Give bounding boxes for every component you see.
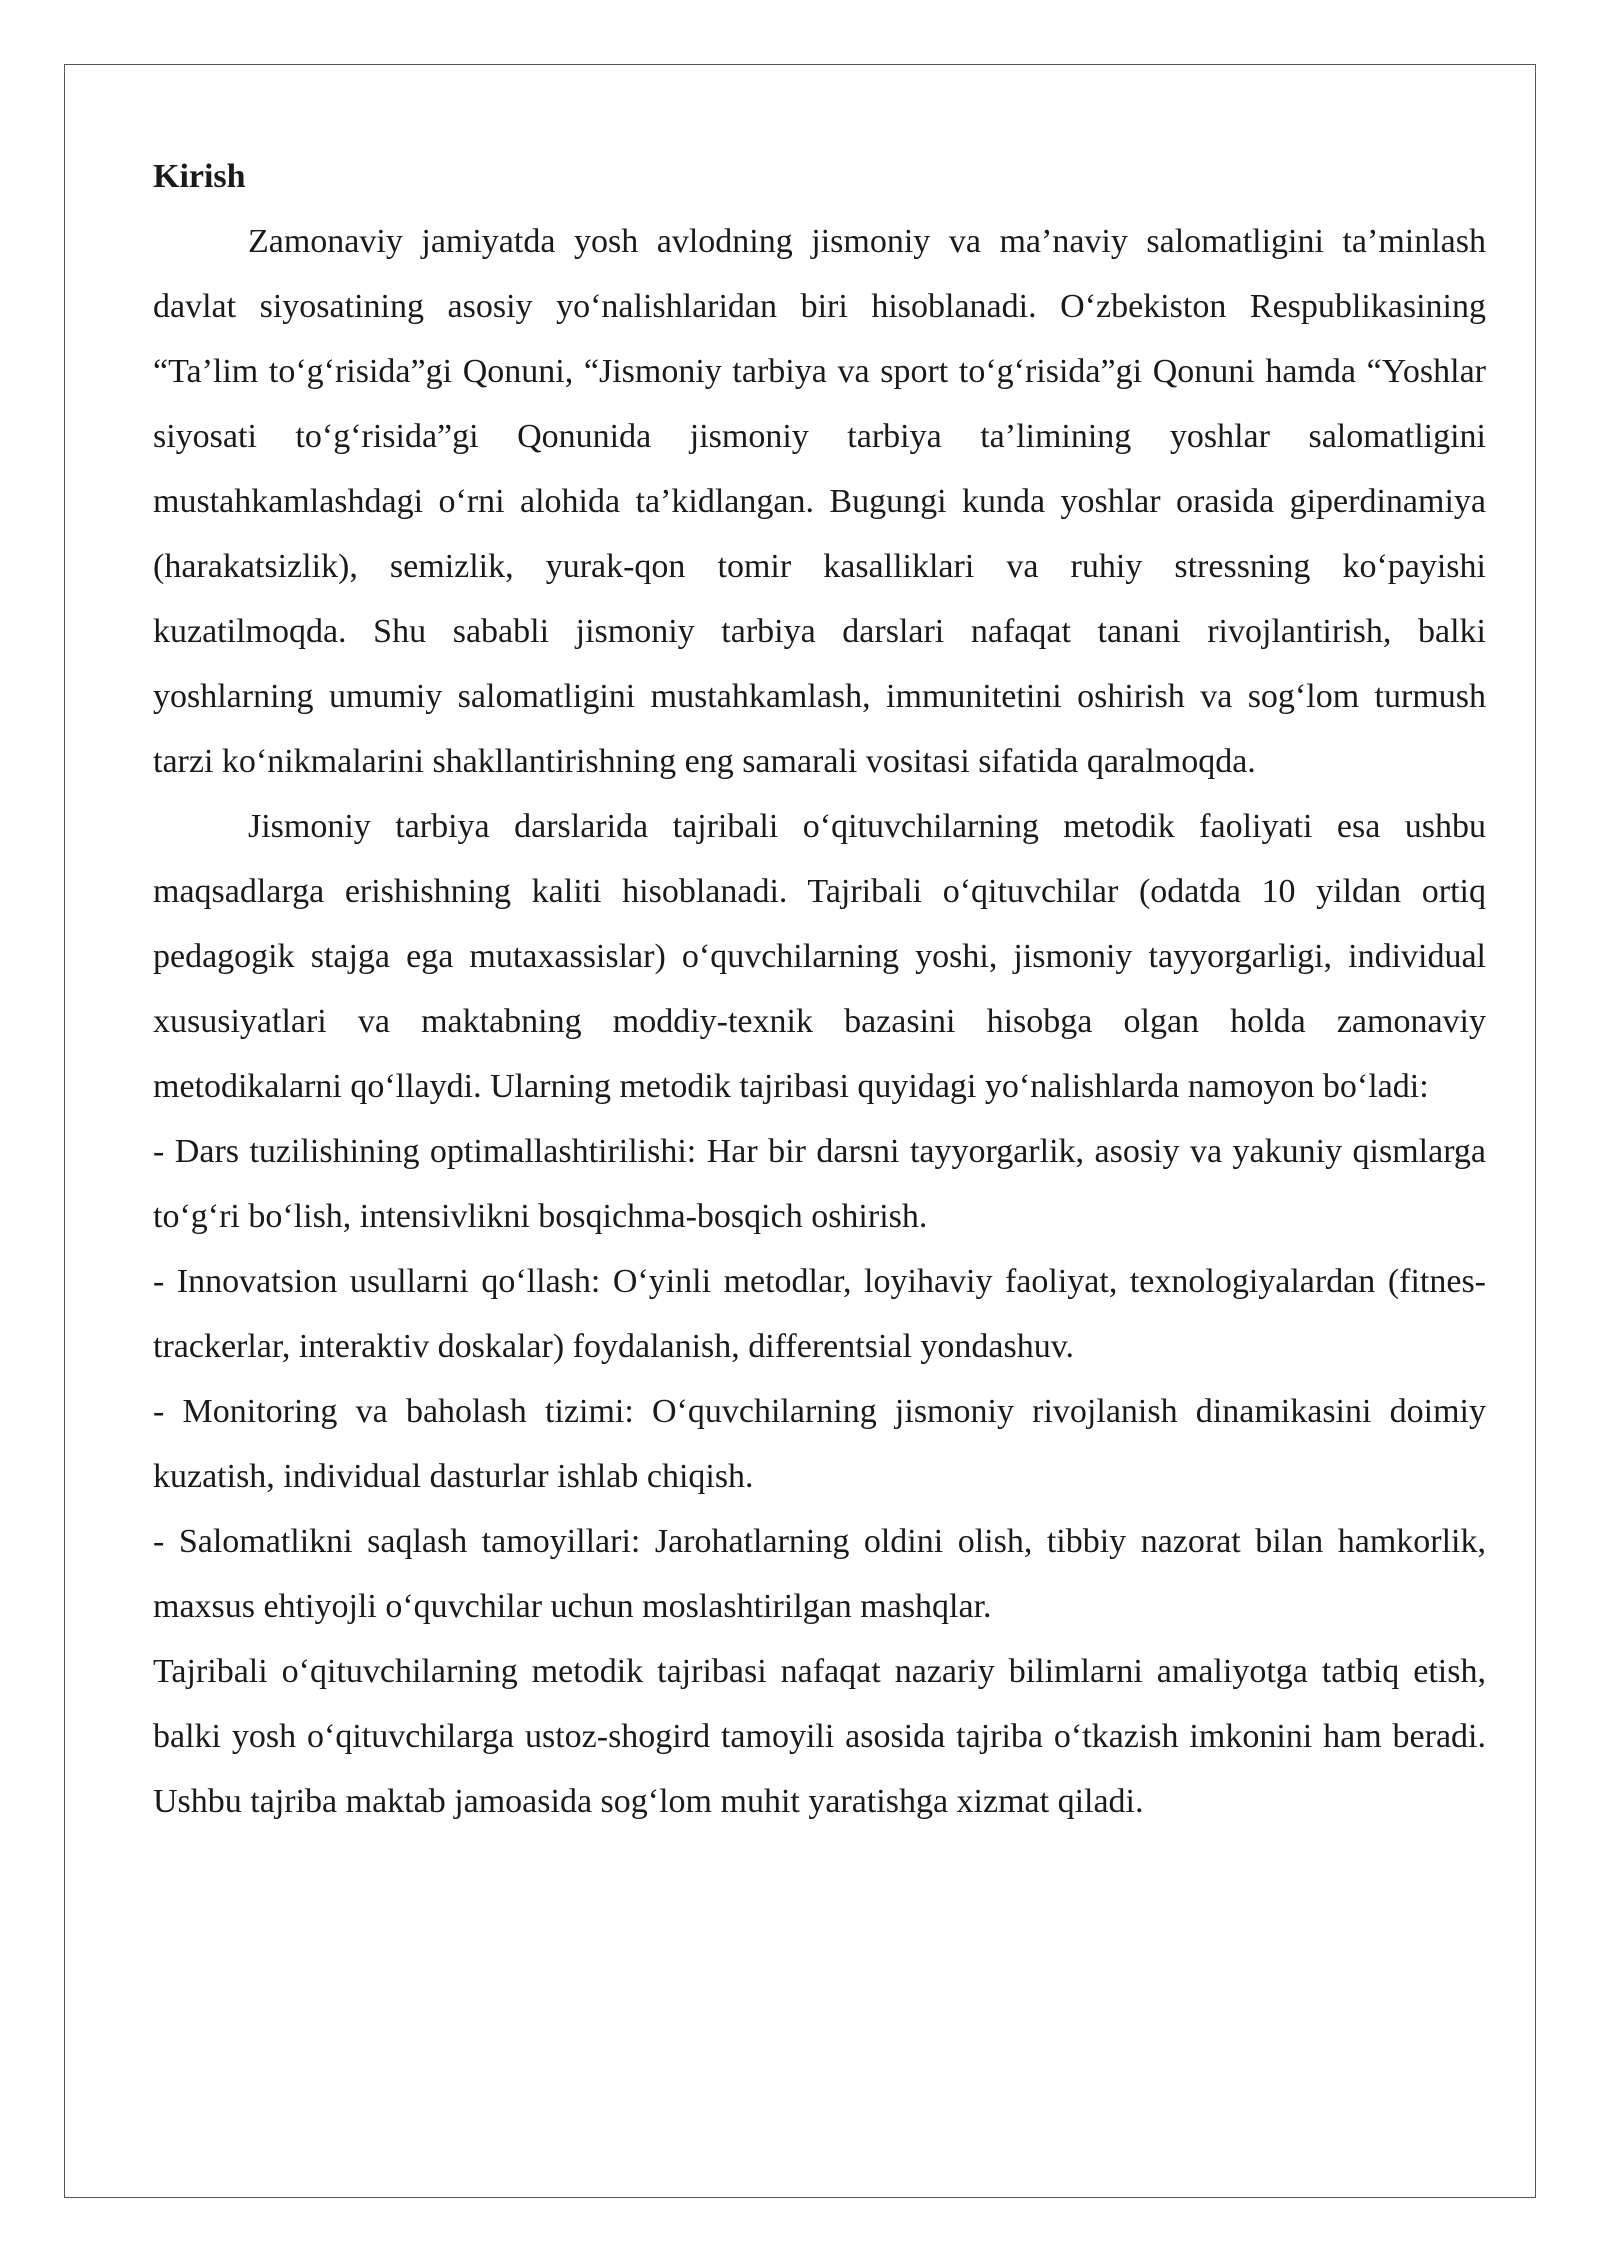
list-item-monitoring: - Monitoring va baholash tizimi: O‘quvchilarning jismoniy rivojlanish dinamikasini doimiy kuzatish, individual dasturlar ishlab chiqish. (153, 1393, 1486, 1495)
paragraph-intro: Zamonaviy jamiyatda yosh avlodning jismoniy va ma’naviy salomatligini ta’minlash davlat siyosatining asosiy yo‘nalishlaridan biri hisoblanadi. O‘zbekiston Respublikasining “Ta’lim to‘g‘risida”gi Qonuni, “Jismoniy tarbiya va sport to‘g‘risida”gi Qonuni hamda “Yoshlar siyosati to‘g‘risida”gi Qonunida jismoniy tarbiya ta’limining yoshlar salomatligini mustahkamlashdagi o‘rni alohida ta’kidlangan. Bugungi kunda yoshlar orasida giperdinamiya (harakatsizlik), semizlik, yurak-qon tomir kasalliklari va ruhiy stressning ko‘payishi kuzatilmoqda. Shu sababli jismoniy tarbiya darslari nafaqat tanani rivojlantirish, balki yoshlarning umumiy salomatligini mustahkamlash, immunitetini oshirish va sog‘lom turmush tarzi ko‘nikmalarini shakllantirishning eng samarali vositasi sifatida qaralmoqda. (153, 223, 1486, 780)
paragraph-methodology: Jismoniy tarbiya darslarida tajribali o‘qituvchilarning metodik faoliyati esa ushbu maqsadlarga erishishning kaliti hisoblanadi. Tajribali o‘qituvchilar (odatda 10 yildan ortiq pedagogik stajga ega mutaxassislar) o‘quvchilarning yoshi, jismoniy tayyorgarligi, individual xususiyatlari va maktabning moddiy-texnik bazasini hisobga olgan holda zamonaviy metodikalarni qo‘llaydi. Ularning metodik tajribasi quyidagi yo‘nalishlarda namoyon bo‘ladi: (153, 808, 1486, 1105)
list-item-innovative-methods: - Innovatsion usullarni qo‘llash: O‘yinli metodlar, loyihaviy faoliyat, texnologiyalardan (fitnes-trackerlar, interaktiv doskalar) foydalanish, differentsial yondashuv. (153, 1263, 1486, 1365)
document-body (153, 144, 1486, 1834)
list-item-health-principles: - Salomatlikni saqlash tamoyillari: Jarohatlarning oldini olish, tibbiy nazorat bilan hamkorlik, maxsus ehtiyojli o‘quvchilar uchun moslashtirilgan mashqlar. (153, 1523, 1486, 1625)
paragraph-closing: Tajribali o‘qituvchilarning metodik tajribasi nafaqat nazariy bilimlarni amaliyotga tatbiq etish, balki yosh o‘qituvchilarga ustoz-shogird tamoyili asosida tajriba o‘tkazish imkonini ham beradi. Ushbu tajriba maktab jamoasida sog‘lom muhit yaratishga xizmat qiladi. (153, 1653, 1486, 1820)
section-heading: Kirish (153, 158, 246, 195)
list-item-lesson-structure: - Dars tuzilishining optimallashtirilishi: Har bir darsni tayyorgarlik, asosiy va yakuniy qismlarga to‘g‘ri bo‘lish, intensivlikni bosqichma-bosqich oshirish. (153, 1133, 1486, 1235)
